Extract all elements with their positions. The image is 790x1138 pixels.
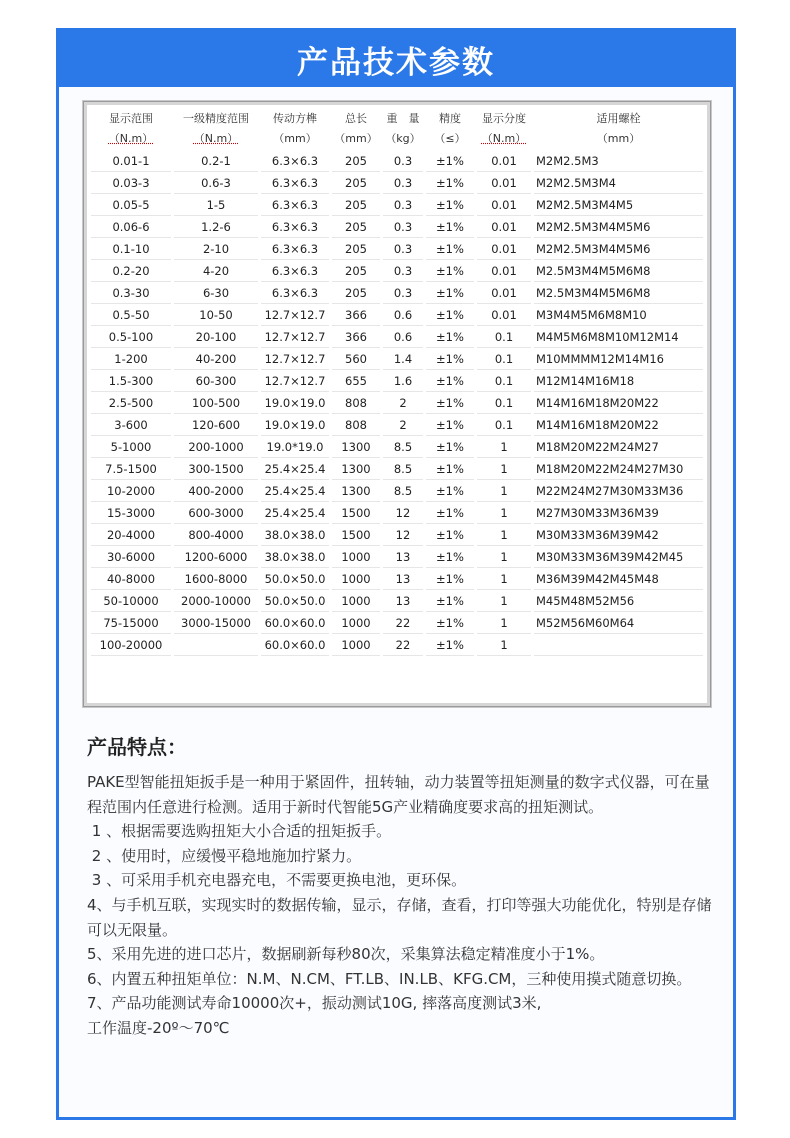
table-row [91,504,703,524]
table-cell: M2M2.5M3M4 [534,174,703,194]
spec-table-body [91,152,703,656]
spec-table-container [83,101,711,707]
table-cell: 6-30 [174,284,258,304]
table-row [91,174,703,194]
table-cell: 808 [332,394,380,414]
table-cell: 1500 [332,526,380,546]
table-cell: 0.01 [477,306,531,326]
column-header-unit: （mm） [334,132,378,145]
column-header [332,108,380,150]
feature-item: 工作温度-20º～70℃ [87,1018,230,1037]
table-cell: 0.01 [477,218,531,238]
table-cell: ±1% [426,416,474,436]
column-header-name: 总长 [345,112,367,125]
table-row [91,262,703,282]
table-cell: 1 [477,614,531,634]
column-header-unit: （N.m） [481,132,527,145]
table-cell: 1000 [332,592,380,612]
table-cell: 5-1000 [91,438,171,458]
table-cell: 20-100 [174,328,258,348]
column-header-name: 重 量 [386,112,420,125]
table-cell: 0.3-30 [91,284,171,304]
table-cell: 205 [332,152,380,172]
table-cell: 19.0*19.0 [261,438,329,458]
table-cell: ±1% [426,240,474,260]
column-header [383,108,423,150]
feature-item: 6、内置五种扭矩单位：N.M、N.CM、FT.LB、IN.LB、KFG.CM，三种使用摸式随意切换。 [87,969,692,988]
table-cell: 6.3×6.3 [261,152,329,172]
column-header-unit: （mm） [596,132,641,145]
table-cell [174,636,258,656]
table-cell: 0.3 [383,240,423,260]
table-row [91,240,703,260]
table-cell: M36M39M42M45M48 [534,570,703,590]
table-cell: 1 [477,636,531,656]
table-cell: M2M2.5M3 [534,152,703,172]
table-cell: 100-20000 [91,636,171,656]
table-cell: 1 [477,482,531,502]
table-cell: 6.3×6.3 [261,174,329,194]
features-heading: 产品特点： [87,735,187,759]
table-cell: 0.01 [477,174,531,194]
table-cell: ±1% [426,350,474,370]
feature-item: 2 、使用时，应缓慢平稳地施加拧紧力。 [87,846,362,865]
table-cell: 0.1 [477,350,531,370]
table-cell: 0.1 [477,394,531,414]
table-cell: 50-10000 [91,592,171,612]
table-cell: 0.3 [383,218,423,238]
table-cell: 200-1000 [174,438,258,458]
table-cell: 1 [477,504,531,524]
table-cell: 0.6 [383,306,423,326]
spec-table-header [91,108,703,150]
table-cell: ±1% [426,218,474,238]
feature-item: 1 、根据需要选购扭矩大小合适的扭矩扳手。 [87,822,392,841]
table-cell: M2M2.5M3M4M5 [534,196,703,216]
column-header [91,108,171,150]
table-row [91,350,703,370]
table-cell: 0.2-1 [174,152,258,172]
column-header-name: 一级精度范围 [183,112,249,125]
table-cell: 1 [477,570,531,590]
column-header-unit: （N.m） [108,132,154,145]
table-cell: M27M30M33M36M39 [534,504,703,524]
table-cell: 19.0×19.0 [261,416,329,436]
table-cell: 10-50 [174,306,258,326]
table-cell: ±1% [426,570,474,590]
table-cell: 1 [477,526,531,546]
table-cell: 6.3×6.3 [261,284,329,304]
table-cell: 1000 [332,570,380,590]
table-cell: 1-200 [91,350,171,370]
table-cell: ±1% [426,614,474,634]
table-cell: M30M33M36M39M42M45 [534,548,703,568]
column-header-name: 传动方榫 [273,112,317,125]
table-cell: 8.5 [383,438,423,458]
table-cell: ±1% [426,482,474,502]
table-cell: 800-4000 [174,526,258,546]
table-row [91,416,703,436]
table-cell: ±1% [426,174,474,194]
table-cell: ±1% [426,262,474,282]
table-cell: 3-600 [91,416,171,436]
table-row [91,548,703,568]
table-cell: 12.7×12.7 [261,372,329,392]
table-cell: M3M4M5M6M8M10 [534,306,703,326]
header-row [91,108,703,150]
table-cell: 10-2000 [91,482,171,502]
column-header [426,108,474,150]
table-cell: 3000-15000 [174,614,258,634]
table-cell: 808 [332,416,380,436]
table-cell: M22M24M27M30M33M36 [534,482,703,502]
table-cell: 12.7×12.7 [261,350,329,370]
table-cell: 1300 [332,438,380,458]
table-cell: 1 [477,548,531,568]
table-cell: 0.3 [383,152,423,172]
column-header [534,108,703,150]
table-cell: 205 [332,284,380,304]
table-cell: 0.5-100 [91,328,171,348]
table-cell: 0.03-3 [91,174,171,194]
table-cell: 366 [332,328,380,348]
table-cell: 1.4 [383,350,423,370]
table-cell: 600-3000 [174,504,258,524]
table-cell: 205 [332,196,380,216]
table-cell: 1300 [332,460,380,480]
table-cell: 1200-6000 [174,548,258,568]
column-header-unit: （≤） [434,132,466,145]
table-cell: ±1% [426,328,474,348]
table-cell: 2-10 [174,240,258,260]
table-cell: ±1% [426,438,474,458]
table-cell: 0.01-1 [91,152,171,172]
spec-panel [56,28,736,1120]
table-cell: 25.4×25.4 [261,460,329,480]
column-header [477,108,531,150]
column-header [174,108,258,150]
table-cell: ±1% [426,306,474,326]
table-cell: 1 [477,460,531,480]
feature-item: 5、采用先进的进口芯片，数据刷新每秒80次，采集算法稳定精准度小于1%。 [87,945,605,964]
table-cell: ±1% [426,526,474,546]
table-cell: M2.5M3M4M5M6M8 [534,284,703,304]
table-row [91,284,703,304]
table-cell: ±1% [426,394,474,414]
table-row [91,394,703,414]
table-cell: 0.3 [383,196,423,216]
table-cell: M10MMMM12M14M16 [534,350,703,370]
table-cell: 6.3×6.3 [261,196,329,216]
column-header-name: 显示分度 [482,112,526,125]
table-cell: 6.3×6.3 [261,262,329,282]
table-cell: 0.1-10 [91,240,171,260]
table-cell: 60.0×60.0 [261,614,329,634]
table-cell: 8.5 [383,460,423,480]
table-cell: 0.01 [477,284,531,304]
table-cell: 7.5-1500 [91,460,171,480]
table-cell: 205 [332,218,380,238]
table-cell: 0.6 [383,328,423,348]
table-cell: ±1% [426,284,474,304]
table-cell: M14M16M18M20M22 [534,394,703,414]
table-cell: 25.4×25.4 [261,482,329,502]
table-cell: ±1% [426,504,474,524]
table-cell: M14M16M18M20M22 [534,416,703,436]
table-cell: 38.0×38.0 [261,526,329,546]
table-cell: M12M14M16M18 [534,372,703,392]
table-cell: 0.01 [477,152,531,172]
table-cell: 0.3 [383,262,423,282]
table-cell: 205 [332,262,380,282]
table-row [91,328,703,348]
table-cell [534,636,703,656]
table-cell: M4M5M6M8M10M12M14 [534,328,703,348]
table-cell: 2000-10000 [174,592,258,612]
table-cell: 50.0×50.0 [261,570,329,590]
table-cell: 205 [332,174,380,194]
table-cell: ±1% [426,372,474,392]
table-cell: 19.0×19.0 [261,394,329,414]
table-cell: ±1% [426,636,474,656]
table-cell: 22 [383,636,423,656]
table-row [91,218,703,238]
feature-item: PAKE型智能扭矩扳手是一种用于紧固件，扭转轴，动力装置等扭矩测量的数字式仪器，可在量程范围内任意进行检测。适用于新时代智能5G产业精确度要求高的扭矩测试。 [87,773,710,816]
table-cell: 75-15000 [91,614,171,634]
table-cell: 4-20 [174,262,258,282]
table-cell: 400-2000 [174,482,258,502]
table-row [91,592,703,612]
column-header-name: 显示范围 [109,112,153,125]
table-cell: 13 [383,592,423,612]
table-cell: 0.01 [477,240,531,260]
table-cell: 0.06-6 [91,218,171,238]
table-cell: 0.6-3 [174,174,258,194]
table-row [91,482,703,502]
features-section [87,731,717,1041]
table-cell: 13 [383,548,423,568]
column-header-unit: （mm） [273,132,317,145]
table-row [91,636,703,656]
table-cell: 560 [332,350,380,370]
table-cell: M2M2.5M3M4M5M6 [534,218,703,238]
table-cell: 2 [383,394,423,414]
table-cell: 0.1 [477,416,531,436]
table-cell: 2 [383,416,423,436]
table-cell: ±1% [426,592,474,612]
table-cell: M2M2.5M3M4M5M6 [534,240,703,260]
table-cell: 205 [332,240,380,260]
table-row [91,460,703,480]
table-cell: 0.01 [477,262,531,282]
table-cell: 20-4000 [91,526,171,546]
table-cell: 0.1 [477,328,531,348]
table-cell: 60.0×60.0 [261,636,329,656]
table-cell: 12.7×12.7 [261,328,329,348]
feature-item: 3 、可采用手机充电器充电，不需要更换电池，更环保。 [87,871,467,890]
table-cell: 0.05-5 [91,196,171,216]
table-row [91,438,703,458]
table-cell: 1000 [332,614,380,634]
spec-table [88,106,706,658]
table-cell: ±1% [426,460,474,480]
table-cell: 6.3×6.3 [261,240,329,260]
table-cell: M2.5M3M4M5M6M8 [534,262,703,282]
feature-item: 7、产品功能测试寿命10000次+，振动测试10G, 摔落高度测试3米, [87,994,542,1013]
table-cell: 22 [383,614,423,634]
table-cell: 50.0×50.0 [261,592,329,612]
table-cell: ±1% [426,152,474,172]
table-cell: 40-200 [174,350,258,370]
table-cell: M18M20M22M24M27 [534,438,703,458]
table-cell: 38.0×38.0 [261,548,329,568]
table-cell: 0.01 [477,196,531,216]
table-cell: 6.3×6.3 [261,218,329,238]
table-cell: M45M48M52M56 [534,592,703,612]
table-cell: 13 [383,570,423,590]
table-cell: M52M56M60M64 [534,614,703,634]
table-row [91,152,703,172]
table-cell: 1000 [332,636,380,656]
table-cell: 0.1 [477,372,531,392]
column-header-name: 精度 [439,112,461,125]
table-cell: 1500 [332,504,380,524]
column-header-unit: （N.m） [193,132,239,145]
table-cell: 1000 [332,548,380,568]
table-cell: ±1% [426,196,474,216]
table-row [91,306,703,326]
table-row [91,570,703,590]
table-cell: 25.4×25.4 [261,504,329,524]
column-header-unit: （kg） [385,132,421,145]
table-cell: M18M20M22M24M27M30 [534,460,703,480]
table-cell: M30M33M36M39M42 [534,526,703,546]
table-cell: 100-500 [174,394,258,414]
table-cell: 655 [332,372,380,392]
table-cell: 300-1500 [174,460,258,480]
table-cell: 1.2-6 [174,218,258,238]
table-cell: ±1% [426,548,474,568]
table-row [91,372,703,392]
column-header [261,108,329,150]
table-cell: 12.7×12.7 [261,306,329,326]
table-cell: 1-5 [174,196,258,216]
table-cell: 120-600 [174,416,258,436]
table-cell: 366 [332,306,380,326]
table-row [91,196,703,216]
table-cell: 1.6 [383,372,423,392]
table-cell: 0.2-20 [91,262,171,282]
feature-item: 4、与手机互联，实现实时的数据传输，显示，存储，查看，打印等强大功能优化，特别是存储可以无限量。 [87,895,712,939]
table-cell: 1300 [332,482,380,502]
table-cell: 2.5-500 [91,394,171,414]
table-row [91,614,703,634]
table-cell: 12 [383,526,423,546]
table-cell: 0.5-50 [91,306,171,326]
table-cell: 12 [383,504,423,524]
table-cell: 1.5-300 [91,372,171,392]
column-header-name: 适用螺栓 [596,112,641,125]
table-cell: 8.5 [383,482,423,502]
table-cell: 1600-8000 [174,570,258,590]
table-cell: 0.3 [383,174,423,194]
features-list [87,770,717,1041]
table-cell: 1 [477,438,531,458]
table-cell: 15-3000 [91,504,171,524]
table-row [91,526,703,546]
table-cell: 40-8000 [91,570,171,590]
table-cell: 60-300 [174,372,258,392]
table-cell: 0.3 [383,284,423,304]
page-title: 产品技术参数 [59,31,733,87]
table-cell: 30-6000 [91,548,171,568]
table-cell: 1 [477,592,531,612]
